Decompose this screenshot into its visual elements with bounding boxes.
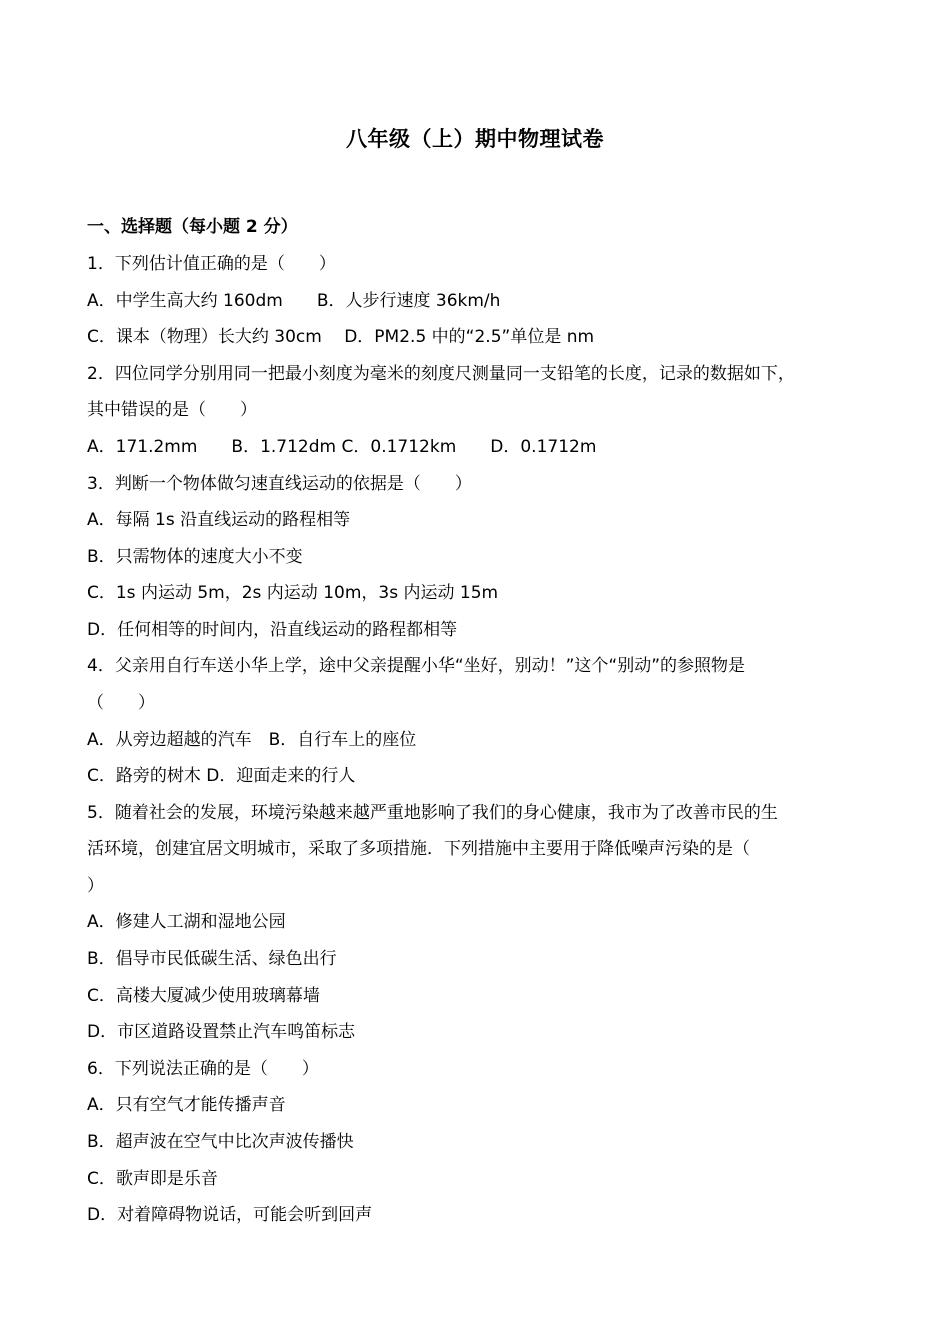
question-6-option-c: C．歌声即是乐音 (87, 1169, 218, 1189)
question-1-stem: 1．下列估计值正确的是（ ） (87, 254, 336, 274)
question-3-stem: 3．判断一个物体做匀速直线运动的依据是（ ） (87, 474, 472, 494)
question-1-options-cd: C．课本（物理）长大约 30cm D．PM2.5 中的“2.5”单位是 nm (87, 327, 595, 347)
section-heading: 一、选择题（每小题 2 分） (87, 217, 298, 237)
question-6-option-b: B．超声波在空气中比次声波传播快 (87, 1132, 354, 1152)
question-3-option-b: B．只需物体的速度大小不变 (87, 547, 303, 567)
page-title: 八年级（上）期中物理试卷 (346, 127, 604, 151)
question-5-option-a: A．修建人工湖和湿地公园 (87, 912, 286, 932)
question-2-stem-continued: 其中错误的是（ ） (87, 400, 257, 420)
question-5-stem-end: ） (87, 876, 104, 896)
question-2-stem: 2．四位同学分别用同一把最小刻度为毫米的刻度尺测量同一支铅笔的长度，记录的数据如下， (87, 364, 795, 384)
question-5-option-d: D．市区道路设置禁止汽车鸣笛标志 (87, 1022, 356, 1042)
question-1-options-ab: A．中学生高大约 160dm B．人步行速度 36km/h (87, 291, 501, 311)
question-4-stem-continued: （ ） (87, 693, 155, 713)
question-2-options: A．171.2mm B．1.712dm C．0.1712km D．0.1712m (87, 437, 597, 457)
question-4-stem: 4．父亲用自行车送小华上学，途中父亲提醒小华“坐好，别动！”这个“别动”的参照物是 (87, 656, 746, 676)
question-6-stem: 6．下列说法正确的是（ ） (87, 1059, 319, 1079)
question-5-stem: 5．随着社会的发展，环境污染越来越严重地影响了我们的身心健康，我市为了改善市民的生 (87, 803, 778, 823)
question-4-options-cd: C．路旁的树木 D．迎面走来的行人 (87, 766, 356, 786)
question-3-option-a: A．每隔 1s 沿直线运动的路程相等 (87, 510, 351, 530)
question-6-option-a: A．只有空气才能传播声音 (87, 1095, 286, 1115)
question-4-options-ab: A．从旁边超越的汽车 B．自行车上的座位 (87, 730, 417, 750)
question-5-option-b: B．倡导市民低碳生活、绿色出行 (87, 949, 337, 969)
question-5-option-c: C．高楼大厦减少使用玻璃幕墙 (87, 986, 320, 1006)
question-3-option-c: C．1s 内运动 5m，2s 内运动 10m，3s 内运动 15m (87, 583, 499, 603)
question-3-option-d: D．任何相等的时间内，沿直线运动的路程都相等 (87, 620, 458, 640)
question-6-option-d: D．对着障碍物说话，可能会听到回声 (87, 1205, 373, 1225)
question-5-stem-continued: 活环境，创建宜居文明城市，采取了多项措施．下列措施中主要用于降低噪声污染的是（ (87, 839, 750, 859)
